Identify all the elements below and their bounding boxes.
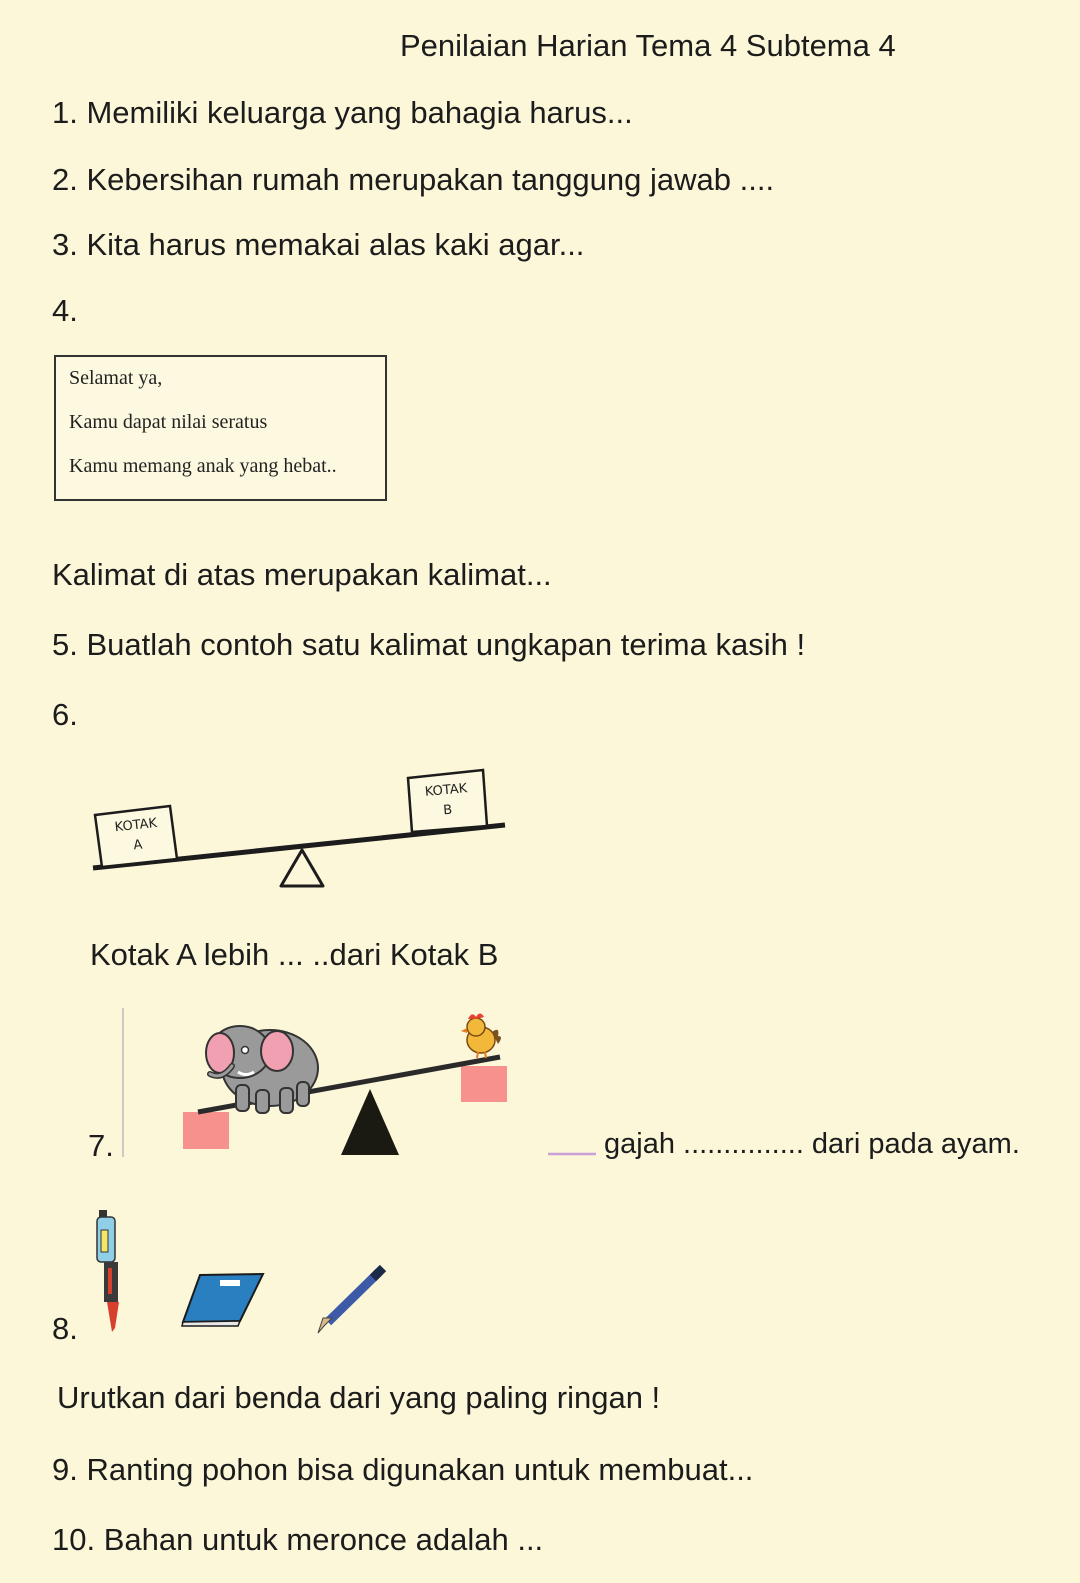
question-5: 5. Buatlah contoh satu kalimat ungkapan terima kasih ! [52,627,806,662]
box-b-label-line-2: B [442,802,453,819]
box-a-label-line-2: A [132,837,144,854]
question-4-number: 4. [52,293,78,328]
pen-icon [97,1210,119,1332]
question-4-prompt: Kalimat di atas merupakan kalimat... [52,557,552,592]
box-b-label-line-1: KOTAK [424,781,468,800]
question-9: 9. Ranting pohon bisa digunakan untuk membuat... [52,1452,754,1487]
question-2: 2. Kebersihan rumah merupakan tanggung jawab .... [52,162,775,197]
book-icon [182,1274,263,1326]
question-10: 10. Bahan untuk meronce adalah ... [52,1522,544,1557]
note-line-2: Kamu dapat nilai seratus [69,411,268,433]
note-line-1: Selamat ya, [69,367,163,389]
question-7-number: 7. [88,1128,114,1163]
question-8-prompt: Urutkan dari benda dari yang paling ringan ! [57,1380,661,1415]
pencil-icon [318,1268,383,1333]
question-1: 1. Memiliki keluarga yang bahagia harus... [52,95,633,130]
note-line-3: Kamu memang anak yang hebat.. [69,455,337,477]
box-a-label-line-1: KOTAK [114,815,158,836]
question-6-number: 6. [52,697,78,732]
page-title: Penilaian Harian Tema 4 Subtema 4 [400,28,896,63]
question-8-number: 8. [52,1311,78,1346]
question-6-prompt: Kotak A lebih ... ..dari Kotak B [90,937,499,972]
question-7-prompt: gajah ............... dari pada ayam. [604,1128,1020,1160]
question-3: 3. Kita harus memakai alas kaki agar... [52,227,585,262]
